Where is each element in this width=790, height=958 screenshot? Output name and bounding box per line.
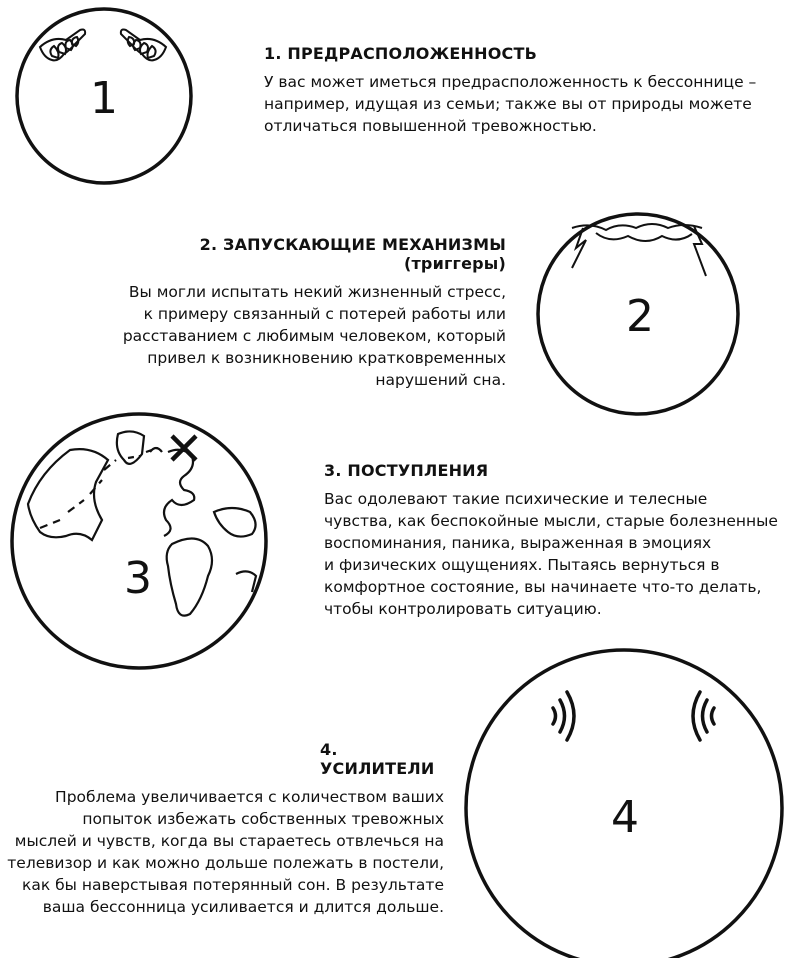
text-line: привел к возникновению кратковременных [147, 349, 506, 367]
stage-2-title: 2. ЗАПУСКАЮЩИЕ МЕХАНИЗМЫ (триггеры) [199, 235, 506, 273]
stage-3-number: 3 [124, 553, 152, 604]
stage-1-circle [17, 9, 191, 183]
hands-icon [40, 30, 166, 61]
text-line: Вас одолевают такие психические и телесные [324, 490, 708, 508]
stage-4-text [4, 740, 444, 918]
stage-1-description [264, 71, 779, 137]
stage-3-text [324, 461, 784, 620]
stage-4-title: 4. УСИЛИТЕЛИ [320, 740, 435, 778]
text-line: попыток избежать собственных тревожных [82, 810, 444, 828]
text-line: отличаться повышенной тревожностью. [264, 117, 597, 135]
text-line: как бы наверстывая потерянный сон. В результате [21, 876, 444, 894]
text-line: воспоминания, паника, выраженная в эмоциях [324, 534, 712, 552]
stage-4-circle [466, 650, 782, 958]
text-line: к примеру связанный с потерей работы или [143, 305, 506, 323]
text-line: Вы могли испытать некий жизненный стресс, [128, 283, 506, 301]
text-line: расставанием с любимым человеком, который [122, 327, 506, 345]
stage-1-title: 1. ПРЕДРАСПОЛОЖЕННОСТЬ [264, 44, 537, 63]
stage-1-text [264, 44, 779, 137]
stage-2-number: 2 [626, 291, 654, 342]
stage-4-number: 4 [611, 792, 639, 843]
text-line: нарушений сна. [375, 371, 506, 389]
stage-3-description [324, 488, 784, 620]
text-line: мыслей и чувств, когда вы стараетесь отвлечься на [14, 832, 444, 850]
text-line: телевизор и как можно дольше полежать в постели, [7, 854, 444, 872]
lightning-icon [572, 224, 706, 276]
text-line: и физических ощущениях. Пытаясь вернуться в [324, 556, 720, 574]
stage-2-description [96, 281, 506, 391]
stage-2-text [96, 235, 506, 391]
text-line: комфортное состояние, вы начинаете что-то делать, [324, 578, 762, 596]
stage-3-title: 3. ПОСТУПЛЕНИЯ [324, 461, 489, 480]
text-line: У вас может иметься предрасположенность к бессоннице – [264, 73, 757, 91]
sound-waves-icon [553, 692, 714, 740]
text-line: ваша бессонница усиливается и длится дольше. [42, 898, 444, 916]
stage-4-description [4, 786, 444, 918]
stage-3-circle [12, 414, 266, 668]
text-line: чувства, как беспокойные мысли, старые болезненные [324, 512, 778, 530]
text-line: Проблема увеличивается с количеством ваших [55, 788, 444, 806]
stage-2-circle [538, 214, 738, 414]
stage-1-number: 1 [90, 73, 118, 124]
text-line: чтобы контролировать ситуацию. [324, 600, 602, 618]
text-line: например, идущая из семьи; также вы от природы можете [264, 95, 752, 113]
